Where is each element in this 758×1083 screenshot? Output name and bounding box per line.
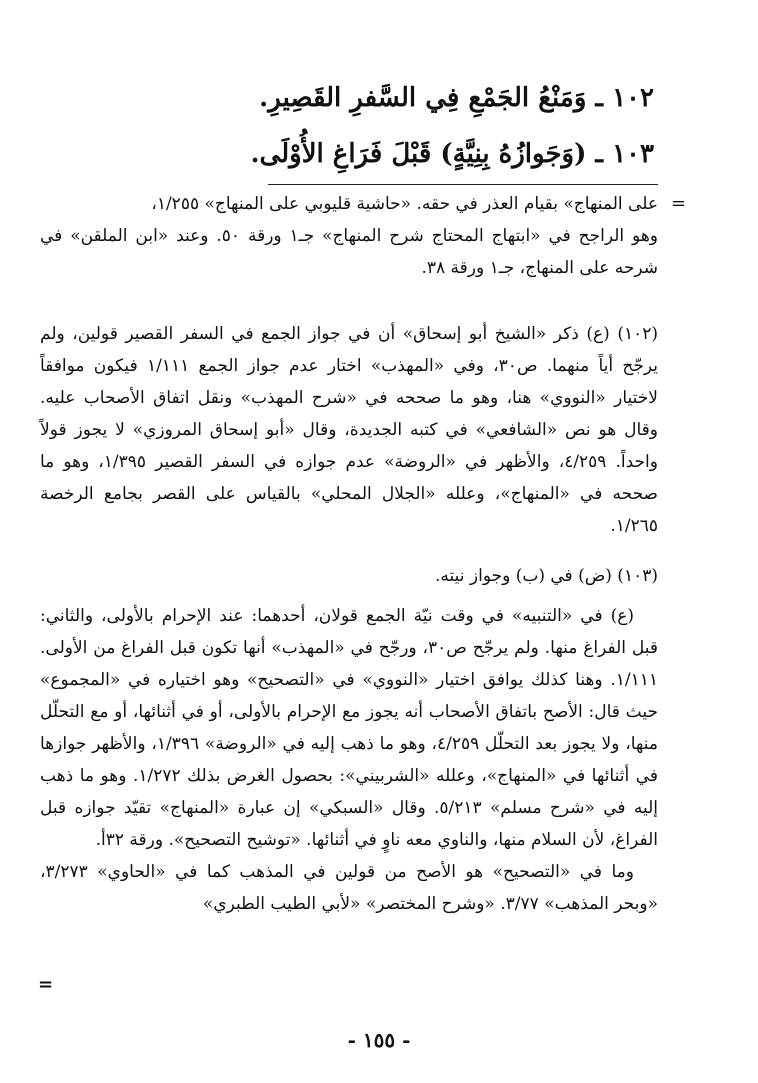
note-103-head-text: (١٠٣) (ض) في (ب) وجواز نيته. bbox=[434, 566, 658, 586]
page-number: - ١٥٥ - bbox=[347, 1028, 411, 1052]
note-103-body-text: (ع) في «التنبيه» في وقت نيّة الجمع قولان، أحدهما: عند الإحرام بالأولى، والثاني: قبل الفراغ منها. ولم يرجّح ص٣٠، ورجّح في «المهذب» أنها تكون قبل الفراغ من الأولى. ١/١١١. وهنا كذلك يوافق اختيار «النووي» في «التصحيح» وهو اختياره في «المجموع» حيث قال: الأصح باتفاق الأصحاب أنه يجوز مع الإحرام بالأولى، أو في أثنائها، أو مع التحلّل منها، ولا يجوز بعد التحلّل ٤/٢٥٩، وهو ما ذهب إليه في «الروضة» ١/٣٩٦، والأظهر جوازها في أثنائها في «المنهاج»، وعلله «الشربيني»: بحصول الغرض بذلك ١/٢٧٢. وهو ما ذهب إليه في «شرح مسلم» ٥/٢١٣. وقال «السبكي» إن عبارة «المنهاج» تقيّد جوازه قبل الفراغ، لأن السلام منها، والناوي معه ناوٍ في أثنائها. «توشيح التصحيح». ورقة ٣٢أ. bbox=[40, 606, 659, 850]
footnote-line: وهو الراجح في «ابتهاج المحتاج شرح المنهاج» جـ١ ورقة ٥٠. وعند «ابن الملقن» في شرحه على المنهاج، جـ١ ورقة ٣٨. bbox=[40, 226, 658, 278]
note-103-heading bbox=[40, 560, 658, 592]
note-102 bbox=[40, 318, 658, 542]
note-102-text: (١٠٢) (ع) ذكر «الشيخ أبو إسحاق» أن في جواز الجمع في السفر القصير قولين، ولم يرجّح أياً منهما. ص٣٠، وفي «المهذب» اختار عدم جواز الجمع ١/١١١ فيكون موافقاً لاختيار «النووي» هنا، وهو ما صححه في «شرح المهذب» ونقل اتفاق الأصحاب عليه. وقال هو نص «الشافعي» في كتبه الجديدة، وقال «أبو إسحاق المروزي» لا يجوز قولاً واحداً. ٤/٢٥٩، والأظهر في «الروضة» عدم جوازه في السفر القصير ١/٣٩٥، وهو ما صححه في «المنهاج»، وعلله «الجلال المحلي» بالقياس على القصر بجامع الرخصة ١/٢٦٥. bbox=[40, 324, 658, 536]
footnote-divider bbox=[268, 184, 658, 185]
footnote-continuation-mark: = bbox=[670, 193, 686, 214]
verse-103: ١٠٣ ـ (وَجَوازُهُ بِنِيَّةٍ) قَبْلَ فَرَاغِ الأُوْلَى. bbox=[250, 139, 654, 169]
continuation-mark: = bbox=[38, 974, 54, 995]
footnote-line: على المنهاج» بقيام العذر في حقه. «حاشية قليوبي على المنهاج» ١/٢٥٥، bbox=[151, 194, 658, 214]
note-103-body bbox=[40, 600, 658, 920]
verse-102: ١٠٢ ـ وَمَنْعُ الجَمْعِ فِي السَّفرِ القَصِيرِ. bbox=[259, 83, 654, 113]
footnote-continuation bbox=[40, 188, 686, 284]
note-103-tail-text: وما في «التصحيح» هو الأصح من قولين في المذهب كما في «الحاوي» ٣/٢٧٣، «وبحر المذهب» ٣/٧٧. «وشرح المختصر» «لأبي الطيب الطبري» bbox=[40, 862, 658, 914]
